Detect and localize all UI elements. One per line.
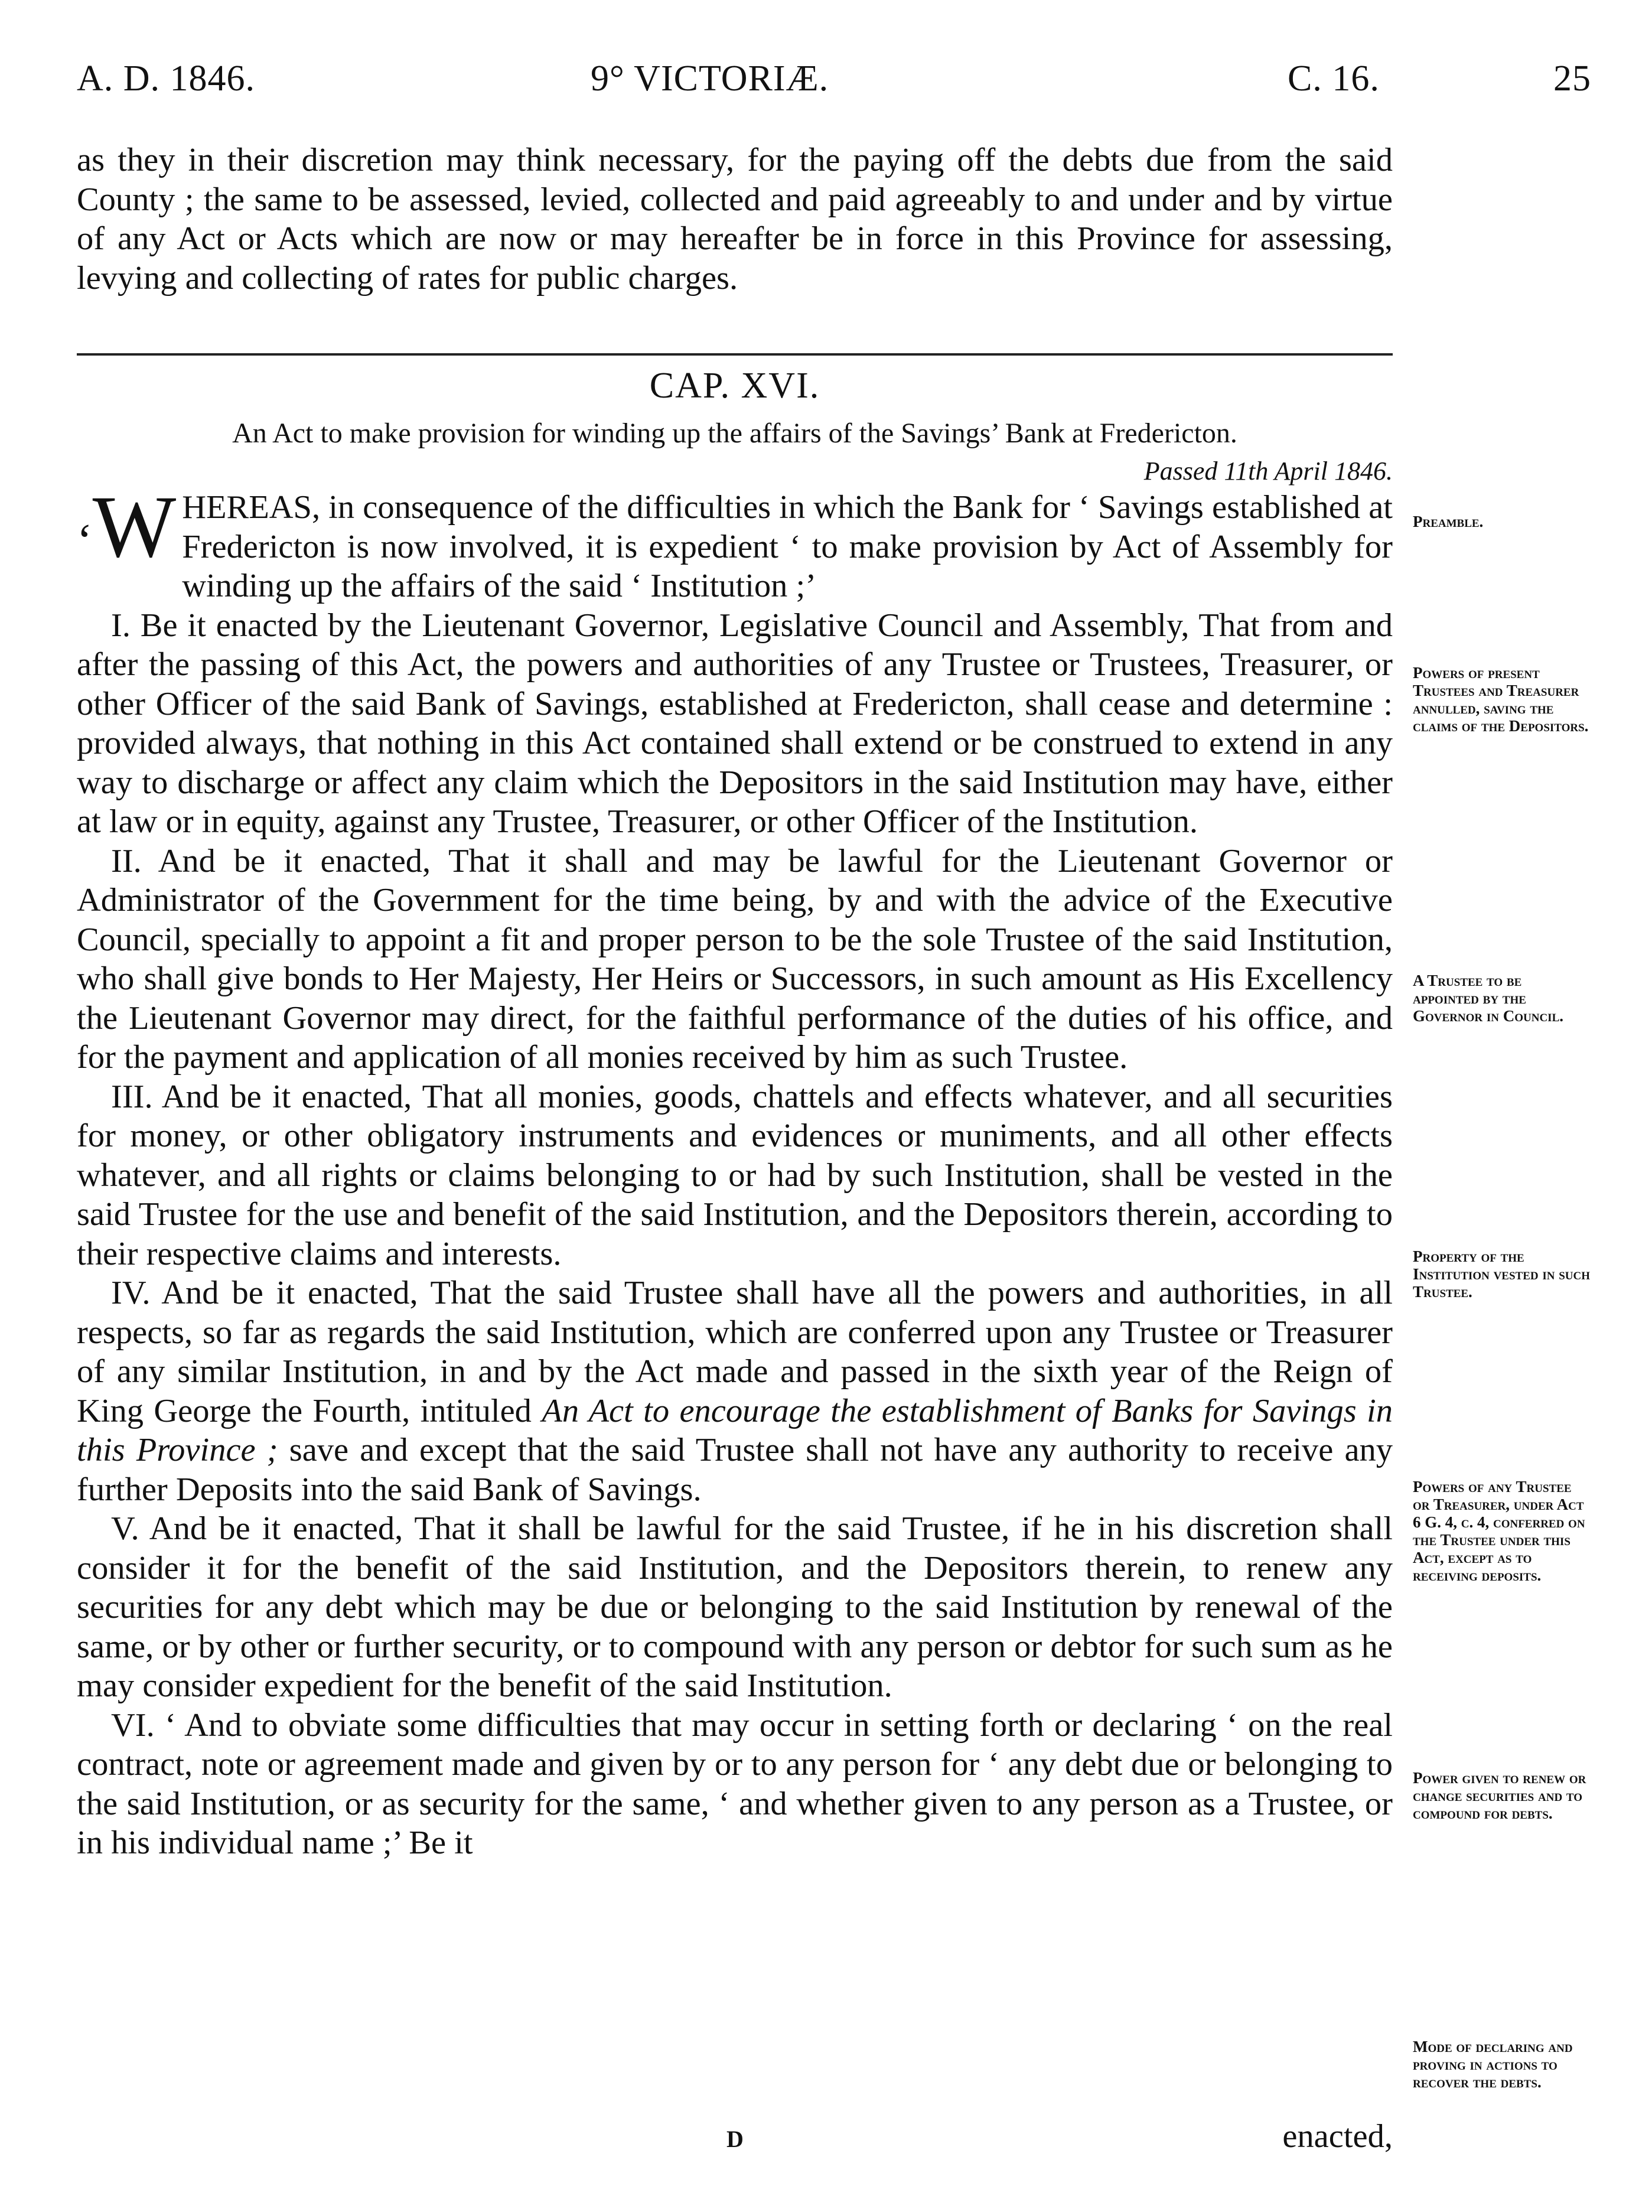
header-year: A. D. 1846. bbox=[77, 58, 256, 99]
section-2: II. And be it enacted, That it shall and may be lawful for the Lieutenant Governor or Administrator of the Government for the time being, by and with the advice of the Executive Council, specially to appoint a fit and proper person to be the sole Trustee of the said Institution, who shall give bonds to Her Majesty, Her Heirs or Successors, in such amount as His Excellency the Lieutenant Governor may direct, for the faithful performance of the duties of his office, and for the payment and application of all monies received by him as such Trustee. bbox=[77, 842, 1393, 1076]
margin-note-section-4: Powers of any Trustee or Treasurer, under Act 6 G. 4, c. 4, conferred on the Trustee under this Act, except as to receiving deposits. bbox=[1413, 1478, 1585, 1584]
margin-note-section-1: Powers of present Trustees and Treasurer annulled, saving the claims of the Depositors. bbox=[1413, 664, 1589, 735]
running-header bbox=[77, 58, 1636, 111]
carryover-block bbox=[77, 141, 1393, 298]
chapter-heading: CAP. XVI. bbox=[649, 366, 820, 406]
act-title: An Act to make provision for winding up the affairs of the Savings’ Bank at Fredericton. bbox=[232, 418, 1237, 449]
margin-note-section-5: Power given to renew or change securities and to compound for debts. bbox=[1413, 1769, 1586, 1822]
section-6: VI. ‘ And to obviate some difficulties that may occur in setting forth or declaring ‘ on the real contract, note or agreement made and given by or to any person for ‘ any debt due or belonging to the said Institution, or as security for the same, ‘ and whether given to any person as a Trustee, or in his individual name ;’ Be it bbox=[77, 1706, 1393, 1861]
page-number: 25 bbox=[1553, 58, 1591, 99]
margin-note-section-3: Property of the Institution vested in such Trustee. bbox=[1413, 1247, 1591, 1301]
signature-mark: D bbox=[726, 2126, 744, 2152]
drop-cap-quote: ‘ bbox=[77, 515, 93, 567]
margin-note-section-2: A Trustee to be appointed by the Governor in Council. bbox=[1413, 972, 1563, 1025]
carryover-paragraph: as they in their discretion may think necessary, for the paying off the debts due from the said County ; the same to be assessed, levied, collected and paid agreeably to and under and by virtue of any Act or Acts which are now or may hereafter be in force in this Province for assessing, levying and collecting of rates for public charges. bbox=[77, 142, 1393, 297]
section-4-text-after: save and except that the said Trustee shall not have any authority to receive any further Deposits into the said Bank of Savings. bbox=[77, 1432, 1393, 1508]
margin-note-section-6: Mode of declaring and proving in actions to recover the debts. bbox=[1413, 2038, 1573, 2091]
passed-date: Passed 11th April 1846. bbox=[1143, 457, 1393, 486]
header-chapter: C. 16. bbox=[1288, 58, 1380, 99]
section-4-text-before: IV. And be it enacted, That the said Trustee shall have all the powers and authorities, in all respects, so far as regards the said Institution, which are conferred upon any Trustee or Treasurer of any similar Institution, in and by the Act made and passed in the sixth year of the Reign of King George the Fourth, intituled bbox=[77, 1275, 1393, 1429]
margin-note-preamble: Preamble. bbox=[1413, 513, 1484, 530]
drop-cap-letter: W bbox=[92, 478, 177, 576]
section-4-cited-act: An Act to encourage the establishment of Banks for Savings in this Province ; bbox=[77, 1392, 1393, 1468]
section-divider bbox=[77, 353, 1393, 356]
drop-cap bbox=[77, 478, 177, 576]
preamble-paragraph bbox=[77, 478, 1393, 606]
section-5: V. And be it enacted, That it shall be lawful for the said Trustee, if he in his discretion shall consider it for the benefit of the said Institution, and the Depositors therein, to renew any securities for any debt which may be due or belonging to the said Institution by renewal of the same, or by other or further security, or to compound with any person or debtor for such sum as he may consider expedient for the benefit of the said Institution. bbox=[77, 1510, 1393, 1704]
header-reign: 9° VICTORIÆ. bbox=[591, 58, 829, 99]
section-4 bbox=[77, 1273, 1393, 1509]
act-body bbox=[77, 478, 1393, 1863]
section-1: I. Be it enacted by the Lieutenant Governor, Legislative Council and Assembly, That from and after the passing of this Act, the powers and authorities of any Trustee or Trustees, Treasurer, or other Officer of the said Bank of Savings, established at Fredericton, shall cease and determine : provided always, that nothing in this Act contained shall extend or be construed to extend in any way to discharge or affect any claim which the Depositors in the said Institution may have, either at law or in equity, against any Trustee, Treasurer, or other Officer of the Institution. bbox=[77, 607, 1393, 840]
preamble-text: HEREAS, in consequence of the difficulties in which the Bank for ‘ Savings established at Fredericton is now involved, it is expedient ‘ to make provision by Act of Assembly for winding up the affairs of the said ‘ Institution ;’ bbox=[182, 489, 1393, 604]
catchword: enacted, bbox=[1282, 2118, 1393, 2155]
section-3: III. And be it enacted, That all monies, goods, chattels and effects whatever, and all securities for money, or other obligatory instruments and evidences or muniments, and all other effects whatever, and all rights or claims belonging to or had by such Institution, shall be vested in the said Trustee for the use and benefit of the said Institution, and the Depositors therein, according to their respective claims and interests. bbox=[77, 1078, 1393, 1272]
